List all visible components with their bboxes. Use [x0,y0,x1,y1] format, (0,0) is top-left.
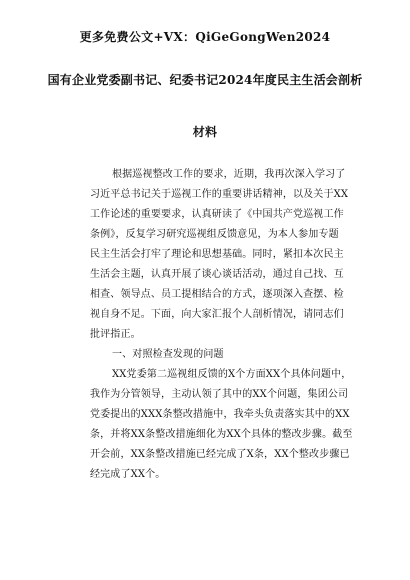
paragraph-2-line: 我作为分管领导，主动认领了其中的XX个问题，集团公司 [90,389,349,400]
paragraph-1-line: 相查、领导点、员工提相结合的方式，逐项深入查摆、检 [90,289,344,300]
paragraph-1-line: 根据巡视整改工作的要求，近期，我再次深入学习了 [112,169,346,180]
paragraph-2-line: 党委提出的XXX条整改措施中，我牵头负责落实其中的XX [90,409,350,420]
paragraph-2-line: 条，并将XX条整改措施细化为XX个具体的整改步骤。截至 [90,429,353,440]
paragraph-2-line: 经完成了XX个。 [90,469,166,480]
paragraph-2-line: 开会前，XX条整改措施已经完成了X条，XX个整改步骤已 [90,449,350,460]
document-body [90,165,352,485]
paragraph-1-line: 习近平总书记关于巡视工作的重要讲话精神，以及关于XX [90,189,349,200]
paragraph-2-line: XX党委第二巡视组反馈的X个方面XX个具体问题中， [112,369,352,380]
paragraph-1-line: 生活会主题，认真开展了谈心谈话活动，通过自己找、互 [90,269,344,280]
watermark-header: 更多免费公文+VX：QiGeGongWen2024 [79,30,331,44]
paragraph-1-line: 工作论述的重要要求，认真研读了《中国共产党巡视工作 [90,209,344,220]
section-heading: 一、对照检查发现的问题 [112,349,224,360]
paragraph-1-line: 民主生活会打牢了理论和思想基础。同时，紧扣本次民主 [90,249,344,260]
document-title-line-2: 材料 [192,125,218,139]
paragraph-1-line: 视自身不足。下面，向大家汇报个人剖析情况，请同志们 [90,309,344,320]
document-title-line-1: 国有企业党委副书记、纪委书记2024年度民主生活会剖析 [47,73,363,87]
paragraph-1-line: 批评指正。 [90,329,141,340]
paragraph-1-line: 条例》，反复学习研究巡视组反馈意见，为本人参加专题 [90,229,339,240]
